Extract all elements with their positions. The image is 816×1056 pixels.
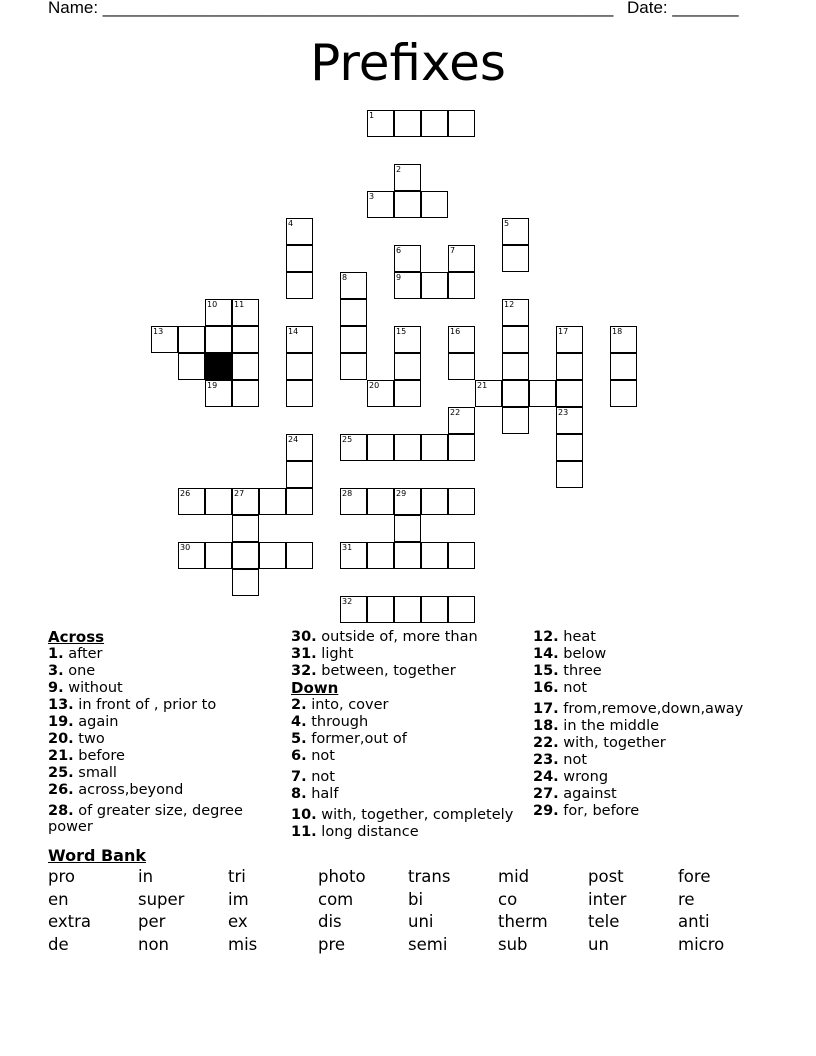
grid-cell[interactable] xyxy=(394,542,421,569)
grid-cell[interactable] xyxy=(448,596,475,623)
grid-cell[interactable] xyxy=(394,596,421,623)
clue-number: 31. xyxy=(291,646,317,662)
clue-text: after xyxy=(68,646,103,662)
grid-cell[interactable] xyxy=(448,272,475,299)
grid-cell[interactable] xyxy=(340,272,367,299)
clue-item xyxy=(48,782,268,799)
clue-number: 14 xyxy=(288,327,299,336)
page-title: Prefixes xyxy=(310,34,506,92)
clue-item xyxy=(533,646,743,663)
grid-cell[interactable] xyxy=(556,326,583,353)
clue-number: 26 xyxy=(180,489,191,498)
clue-number: 11. xyxy=(291,824,317,840)
grid-cell[interactable] xyxy=(286,434,313,461)
clue-item xyxy=(48,714,268,731)
grid-cell[interactable] xyxy=(286,380,313,407)
grid-cell[interactable] xyxy=(367,596,394,623)
grid-cell[interactable] xyxy=(394,164,421,191)
clue-item xyxy=(291,697,513,714)
clue-number: 12. xyxy=(533,629,559,645)
grid-cell[interactable] xyxy=(394,515,421,542)
clue-number: 30 xyxy=(180,543,191,552)
clue-text: from,remove,down,away xyxy=(563,701,744,717)
clues-column-1 xyxy=(48,629,268,835)
grid-cell[interactable] xyxy=(448,326,475,353)
clue-item xyxy=(48,697,268,714)
clue-text: without xyxy=(68,680,123,696)
clue-number: 18 xyxy=(612,327,623,336)
grid-cell[interactable] xyxy=(286,218,313,245)
clue-number: 2. xyxy=(291,697,307,713)
word-bank-word: trans xyxy=(408,867,451,886)
grid-cell[interactable] xyxy=(502,353,529,380)
clue-text: in front of , prior to xyxy=(78,697,217,713)
grid-cell[interactable] xyxy=(340,326,367,353)
clue-item xyxy=(48,663,268,680)
clue-number: 13. xyxy=(48,697,74,713)
grid-cell[interactable] xyxy=(529,380,556,407)
grid-cell[interactable] xyxy=(205,542,232,569)
word-bank-word: bi xyxy=(408,889,424,909)
grid-cell[interactable] xyxy=(232,326,259,353)
clue-number: 3. xyxy=(48,663,64,679)
clue-item xyxy=(48,803,268,835)
grid-cell[interactable] xyxy=(286,326,313,353)
grid-cell[interactable] xyxy=(367,380,394,407)
clue-item xyxy=(533,752,743,769)
grid-cell[interactable] xyxy=(340,299,367,326)
clue-number: 14. xyxy=(533,646,559,662)
clue-text: into, cover xyxy=(311,697,389,713)
clue-text: light xyxy=(321,646,354,662)
word-bank-word: un xyxy=(588,934,609,954)
word-bank-word: fore xyxy=(678,867,711,886)
clue-number: 3 xyxy=(369,192,375,201)
grid-block xyxy=(205,353,232,380)
clue-text: former,out of xyxy=(311,731,407,747)
clue-text: below xyxy=(563,646,607,662)
clue-number: 9. xyxy=(48,680,64,696)
word-bank-word: post xyxy=(588,867,624,886)
clue-number: 1. xyxy=(48,646,64,662)
grid-cell[interactable] xyxy=(232,380,259,407)
grid-cell[interactable] xyxy=(448,542,475,569)
grid-cell[interactable] xyxy=(367,110,394,137)
grid-cell[interactable] xyxy=(367,434,394,461)
across-heading: Across xyxy=(48,628,105,646)
clue-number: 25 xyxy=(342,435,353,444)
grid-cell[interactable] xyxy=(367,542,394,569)
word-bank-word: per xyxy=(138,912,166,931)
clue-text: wrong xyxy=(563,769,609,785)
word-bank-word: im xyxy=(228,889,249,909)
grid-cell[interactable] xyxy=(340,488,367,515)
word-bank-word: micro xyxy=(678,934,725,954)
grid-cell[interactable] xyxy=(556,434,583,461)
clue-number: 29 xyxy=(396,489,407,498)
clue-number: 25. xyxy=(48,765,74,781)
clue-text: with, together, completely xyxy=(321,807,514,823)
grid-cell[interactable] xyxy=(421,191,448,218)
grid-cell[interactable] xyxy=(394,353,421,380)
clue-item xyxy=(533,680,743,697)
clue-number: 10 xyxy=(207,300,218,309)
grid-cell[interactable] xyxy=(394,272,421,299)
grid-cell[interactable] xyxy=(232,488,259,515)
clue-number: 13 xyxy=(153,327,164,336)
grid-cell[interactable] xyxy=(421,110,448,137)
clue-number: 16 xyxy=(450,327,461,336)
word-bank-word: uni xyxy=(408,912,434,931)
clue-item xyxy=(291,646,513,663)
grid-cell[interactable] xyxy=(232,542,259,569)
clue-number: 26. xyxy=(48,782,74,798)
word-bank-word: tele xyxy=(588,912,620,931)
grid-cell[interactable] xyxy=(421,488,448,515)
clue-number: 27 xyxy=(234,489,245,498)
clue-number: 8 xyxy=(342,273,348,282)
grid-cell[interactable] xyxy=(178,326,205,353)
clue-number: 16. xyxy=(533,680,559,696)
clue-number: 1 xyxy=(369,111,375,120)
grid-cell[interactable] xyxy=(232,515,259,542)
clue-number: 15 xyxy=(396,327,407,336)
word-bank-word: photo xyxy=(318,867,366,886)
grid-cell[interactable] xyxy=(394,434,421,461)
word-bank-word: mis xyxy=(228,934,258,954)
grid-cell[interactable] xyxy=(448,245,475,272)
grid-cell[interactable] xyxy=(259,542,286,569)
grid-cell[interactable] xyxy=(502,299,529,326)
grid-cell[interactable] xyxy=(448,434,475,461)
word-bank-word: dis xyxy=(318,912,342,931)
grid-cell[interactable] xyxy=(286,488,313,515)
grid-cell[interactable] xyxy=(610,326,637,353)
clue-text: half xyxy=(311,786,339,802)
word-bank-word: en xyxy=(48,889,69,909)
clue-text: long distance xyxy=(321,824,419,840)
grid-cell[interactable] xyxy=(286,542,313,569)
clue-text: for, before xyxy=(563,803,640,819)
grid-cell[interactable] xyxy=(556,353,583,380)
clue-text: across,beyond xyxy=(78,782,184,798)
grid-cell[interactable] xyxy=(421,542,448,569)
clue-item xyxy=(291,629,513,646)
clue-number: 17. xyxy=(533,701,559,717)
clue-item xyxy=(291,769,513,786)
clue-number: 7 xyxy=(450,246,456,255)
grid-cell[interactable] xyxy=(340,353,367,380)
grid-cell[interactable] xyxy=(367,191,394,218)
clue-number: 22. xyxy=(533,735,559,751)
clue-number: 31 xyxy=(342,543,353,552)
clue-text: not xyxy=(563,752,588,768)
clue-item xyxy=(48,680,268,697)
clue-text: two xyxy=(78,731,105,747)
clue-number: 20. xyxy=(48,731,74,747)
grid-cell[interactable] xyxy=(205,326,232,353)
grid-cell[interactable] xyxy=(610,353,637,380)
grid-cell[interactable] xyxy=(178,542,205,569)
word-bank-heading: Word Bank xyxy=(48,846,147,865)
clue-text: outside of, more than xyxy=(321,629,478,645)
clue-number: 15. xyxy=(533,663,559,679)
word-bank-word: semi xyxy=(408,934,448,954)
grid-cell[interactable] xyxy=(232,569,259,596)
clue-item xyxy=(291,714,513,731)
clue-text: not xyxy=(311,769,335,785)
grid-cell[interactable] xyxy=(340,434,367,461)
word-bank-word: re xyxy=(678,889,695,909)
clue-number: 5. xyxy=(291,731,307,747)
grid-cell[interactable] xyxy=(421,434,448,461)
clue-item xyxy=(533,629,743,646)
grid-cell[interactable] xyxy=(448,407,475,434)
grid-cell[interactable] xyxy=(502,218,529,245)
clue-number: 28. xyxy=(48,803,74,819)
grid-cell[interactable] xyxy=(340,542,367,569)
grid-cell[interactable] xyxy=(394,326,421,353)
clue-item xyxy=(291,731,513,748)
clue-item xyxy=(533,803,743,820)
word-bank-word: tri xyxy=(228,867,246,886)
clue-text: in the middle xyxy=(563,718,660,734)
word-bank-word: extra xyxy=(48,912,91,931)
grid-cell[interactable] xyxy=(448,110,475,137)
word-bank-word: inter xyxy=(588,889,627,909)
grid-cell[interactable] xyxy=(286,353,313,380)
word-bank-word: mid xyxy=(498,867,530,886)
clue-item xyxy=(291,824,513,841)
grid-cell[interactable] xyxy=(232,299,259,326)
clue-number: 7. xyxy=(291,769,307,785)
word-bank-word: pre xyxy=(318,934,346,954)
clue-text: heat xyxy=(563,629,596,645)
clue-item xyxy=(533,786,743,803)
clue-number: 4 xyxy=(288,219,294,228)
word-bank-word: ex xyxy=(228,912,248,931)
clue-number: 20 xyxy=(369,381,380,390)
grid-cell[interactable] xyxy=(205,380,232,407)
clue-text: not xyxy=(563,680,588,696)
clue-number: 32. xyxy=(291,663,317,679)
grid-cell[interactable] xyxy=(178,488,205,515)
clue-number: 11 xyxy=(234,300,245,309)
clue-text: not xyxy=(311,748,335,764)
clue-item xyxy=(48,748,268,765)
clue-item xyxy=(291,786,513,803)
clue-number: 21. xyxy=(48,748,74,764)
clue-number: 24. xyxy=(533,769,559,785)
grid-cell[interactable] xyxy=(448,353,475,380)
word-bank-word: super xyxy=(138,889,185,909)
clue-item xyxy=(291,748,513,765)
clue-number: 28 xyxy=(342,489,353,498)
clue-text: through xyxy=(311,714,369,730)
clue-number: 27. xyxy=(533,786,559,802)
grid-cell[interactable] xyxy=(205,299,232,326)
clue-number: 22 xyxy=(450,408,461,417)
clue-item xyxy=(533,718,743,735)
word-bank-word: co xyxy=(498,889,518,909)
clue-number: 19. xyxy=(48,714,74,730)
down-heading: Down xyxy=(291,679,339,697)
clue-item xyxy=(48,646,268,663)
grid-cell[interactable] xyxy=(421,272,448,299)
clue-number: 21 xyxy=(477,381,488,390)
clue-number: 24 xyxy=(288,435,299,444)
clue-number: 29. xyxy=(533,803,559,819)
grid-cell[interactable] xyxy=(394,245,421,272)
clue-text: with, together xyxy=(563,735,666,751)
grid-cell[interactable] xyxy=(556,380,583,407)
word-bank-word: in xyxy=(138,867,154,886)
clue-item xyxy=(291,807,513,824)
grid-cell[interactable] xyxy=(556,407,583,434)
clue-number: 4. xyxy=(291,714,307,730)
word-bank-word: pro xyxy=(48,867,75,886)
grid-cell[interactable] xyxy=(394,488,421,515)
word-bank-word: anti xyxy=(678,912,710,931)
grid-cell[interactable] xyxy=(394,191,421,218)
clue-number: 8. xyxy=(291,786,307,802)
clue-number: 17 xyxy=(558,327,569,336)
grid-cell[interactable] xyxy=(610,380,637,407)
clue-text: of greater size, degree power xyxy=(48,803,243,835)
clue-number: 23 xyxy=(558,408,569,417)
grid-cell[interactable] xyxy=(286,272,313,299)
word-bank-word: non xyxy=(138,934,170,954)
clue-item xyxy=(533,663,743,680)
clue-item xyxy=(533,701,743,718)
grid-cell[interactable] xyxy=(502,407,529,434)
clue-number: 23. xyxy=(533,752,559,768)
grid-cell[interactable] xyxy=(151,326,178,353)
grid-cell[interactable] xyxy=(502,245,529,272)
grid-cell[interactable] xyxy=(448,488,475,515)
grid-cell[interactable] xyxy=(502,380,529,407)
clue-text: three xyxy=(563,663,602,679)
clue-text: one xyxy=(68,663,96,679)
grid-cell[interactable] xyxy=(232,353,259,380)
clue-text: again xyxy=(78,714,119,730)
clues-column-2 xyxy=(291,629,513,841)
clue-item xyxy=(48,765,268,782)
word-bank-word: com xyxy=(318,889,354,909)
clue-number: 32 xyxy=(342,597,353,606)
clue-text: small xyxy=(78,765,117,781)
clue-number: 18. xyxy=(533,718,559,734)
grid-cell[interactable] xyxy=(394,380,421,407)
grid-cell[interactable] xyxy=(394,110,421,137)
grid-cell[interactable] xyxy=(286,461,313,488)
clue-number: 2 xyxy=(396,165,402,174)
clue-item xyxy=(291,663,513,680)
date-field[interactable]: Date: _______ xyxy=(627,0,739,17)
clue-number: 30. xyxy=(291,629,317,645)
name-field[interactable]: Name: ______________________________________________________ xyxy=(48,0,614,17)
clue-text: before xyxy=(78,748,125,764)
grid-cell[interactable] xyxy=(421,596,448,623)
grid-cell[interactable] xyxy=(178,353,205,380)
clue-item xyxy=(48,731,268,748)
grid-cell[interactable] xyxy=(340,596,367,623)
grid-cell[interactable] xyxy=(205,488,232,515)
grid-cell[interactable] xyxy=(367,488,394,515)
grid-cell[interactable] xyxy=(556,461,583,488)
clue-number: 5 xyxy=(504,219,510,228)
clue-number: 6 xyxy=(396,246,402,255)
grid-cell[interactable] xyxy=(502,326,529,353)
clue-item xyxy=(533,769,743,786)
clue-number: 6. xyxy=(291,748,307,764)
clue-number: 19 xyxy=(207,381,218,390)
clue-number: 9 xyxy=(396,273,402,282)
clue-number: 10. xyxy=(291,807,317,823)
clue-number: 12 xyxy=(504,300,515,309)
clue-text: against xyxy=(563,786,617,802)
clue-text: between, together xyxy=(321,663,456,679)
clues-column-3 xyxy=(533,629,743,820)
word-bank-word: therm xyxy=(498,912,548,931)
grid-cell[interactable] xyxy=(259,488,286,515)
word-bank-word: sub xyxy=(498,934,528,954)
clue-item xyxy=(533,735,743,752)
word-bank-word: de xyxy=(48,934,69,954)
grid-cell[interactable] xyxy=(475,380,502,407)
grid-cell[interactable] xyxy=(286,245,313,272)
